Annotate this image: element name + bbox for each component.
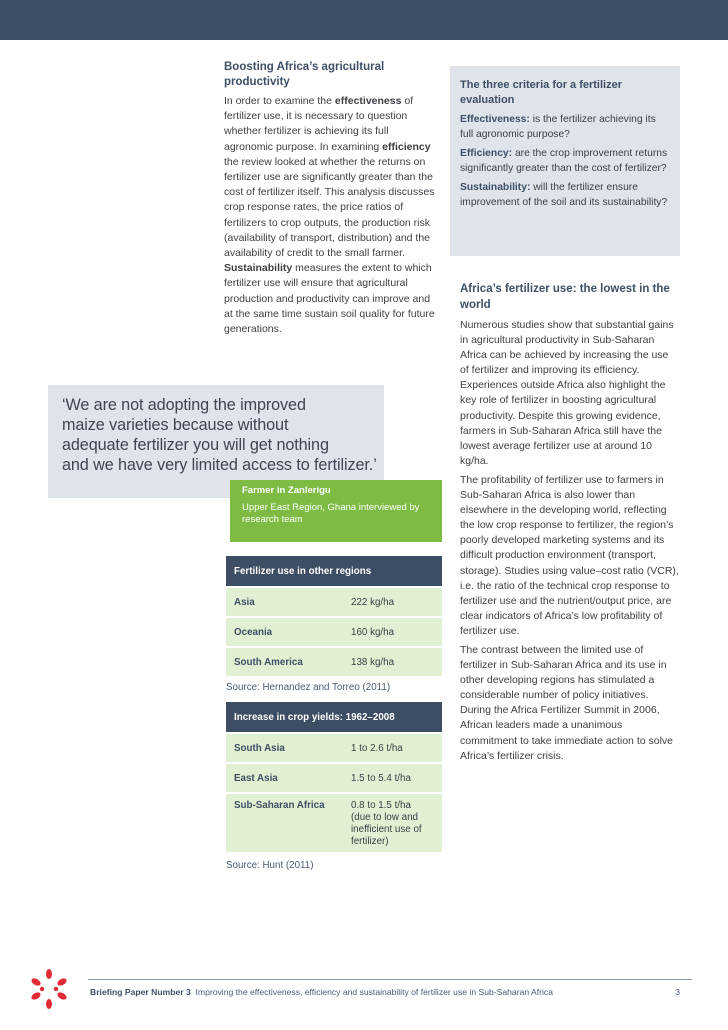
table-cell-value: 138 kg/ha (351, 656, 395, 668)
bold-term: efficiency (382, 140, 431, 153)
table-cell-region: South Asia (234, 742, 285, 754)
table-cell-value: 1.5 to 5.4 t/ha (351, 772, 411, 784)
table-fertilizer-use (226, 556, 442, 676)
body-text: the review looked at whether the returns on fertilizer use are significantly greater than the cost of fertilizer itself. This analysis discusses crop response rates, the price ratios of fertilizers to crop outputs, the production risk (availability of transport, distribution) and the availability of credit to the small farmer. (224, 155, 435, 260)
table-cell-region: Oceania (234, 626, 273, 638)
body-text: of fertilizer use, it is necessary to question whether fertilizer is achieving its full agronomic purpose. In examining (224, 95, 414, 153)
body-text: measures the extent to which fertilizer use will ensure that agricultural production and productivity can improve and at the same time sustain soil quality for future generations. (224, 262, 435, 336)
section-heading: Africa’s fertilizer use: the lowest in the world (460, 283, 670, 311)
table-row (226, 646, 442, 676)
bold-term: Sustainability (224, 262, 293, 275)
quote-line: adequate fertilizer you will get nothing (62, 436, 329, 454)
table-source: Source: Hernandez and Torreo (2011) (226, 682, 391, 693)
table-cell-value: 160 kg/ha (351, 626, 395, 638)
quote-line: maize varieties because without (62, 416, 289, 434)
table-cell-region: Asia (234, 596, 255, 608)
table-row (226, 792, 442, 852)
footer-divider (88, 979, 692, 980)
table-title: Increase in crop yields: 1962–2008 (226, 702, 442, 732)
table-row (226, 732, 442, 762)
table-row (226, 762, 442, 792)
quote-line: ‘We are not adopting the improved (62, 396, 306, 414)
footer-title: Improving the effectiveness, efficiency and sustainability of fertilizer use in Sub-Saharan Africa (195, 987, 554, 997)
page-number: 3 (675, 987, 680, 997)
table-row (226, 586, 442, 616)
bold-term: effectiveness (334, 95, 402, 107)
criteria-item-efficiency (460, 147, 670, 176)
criteria-text: will the fertilizer ensure improvement of the soil and its sustainability? (460, 182, 668, 208)
section-fertilizer-use (460, 282, 680, 768)
table-title: Fertilizer use in other regions (226, 556, 442, 586)
section-productivity (224, 60, 436, 337)
criteria-text: is the fertilizer achieving its full agronomic purpose? (460, 114, 656, 140)
page-footer (90, 987, 686, 997)
paragraph: Numerous studies show that substantial gains in agricultural productivity in Sub-Saharan Africa can be achieved by increasing the use of fertilizer and improving its efficiency. Experiences outside Africa also highlight the key role of fertilizer in boosting agricultural productivity. Despite this growing evidence, farmers in Sub-Saharan Africa still have the lowest average fertilizer use at around 10 kg/ha. (460, 319, 674, 467)
quote-attribution (230, 480, 442, 542)
table-cell-region: East Asia (234, 772, 278, 784)
criteria-label: Sustainability: (460, 182, 531, 194)
criteria-item-effectiveness (460, 113, 670, 142)
criteria-item-sustainability (460, 181, 670, 210)
table-cell-value: 0.8 to 1.5 t/ha (due to low and inefficient use of fertilizer) (351, 800, 422, 847)
paragraph: The profitability of fertilizer use to farmers in Sub-Saharan Africa is also lower than elsewhere in the developing world, reflecting the low crop response to fertilizer, the region’s poorly developed marketing systems and its difficult production environment (transport, storage). Studies using value–cost ratio (VCR), i.e. the ratio of the technical crop response to fertilizer use and the nutrient/output price, are clear indicators of Africa’s low profitability of fertilizer use. (460, 473, 679, 637)
table-row (226, 616, 442, 646)
red-star-burst-logo-icon (30, 968, 68, 1010)
section-heading: Boosting Africa’s agricultural productivity (224, 61, 385, 88)
table-cell-value: 1 to 2.6 t/ha (351, 742, 403, 754)
table-cell-region: Sub-Saharan Africa (234, 800, 325, 811)
criteria-box (450, 66, 680, 256)
body-text: In order to examine the (224, 95, 335, 107)
criteria-text: are the crop improvement returns significantly greater than the cost of fertilizer? (460, 148, 668, 174)
footer-series-label: Briefing Paper Number 3 (90, 987, 191, 997)
pull-quote (62, 395, 392, 475)
criteria-title: The three criteria for a fertilizer evaluation (460, 79, 622, 106)
table-crop-yields (226, 702, 442, 852)
table-cell-region: South America (234, 656, 303, 668)
paragraph: The contrast between the limited use of fertilizer in Sub-Saharan Africa and its use in other developing regions has stimulated a considerable number of policy initiatives. During the Africa Fertilizer Summit in 2006, African leaders made a unanimous commitment to take immediate action to solve Africa’s fertilizer crisis. (460, 643, 674, 762)
table-cell-value: 222 kg/ha (351, 596, 395, 608)
quote-line: and we have very limited access to fertilizer.’ (62, 456, 377, 474)
quote-speaker: Farmer in Zanlerigu (242, 485, 331, 496)
section-body (224, 94, 436, 337)
criteria-label: Effectiveness: (460, 114, 530, 125)
header-bar (0, 0, 728, 40)
table-source: Source: Hunt (2011) (226, 860, 314, 871)
quote-location: Upper East Region, Ghana interviewed by research team (242, 502, 420, 525)
criteria-label: Efficiency: (460, 148, 513, 160)
